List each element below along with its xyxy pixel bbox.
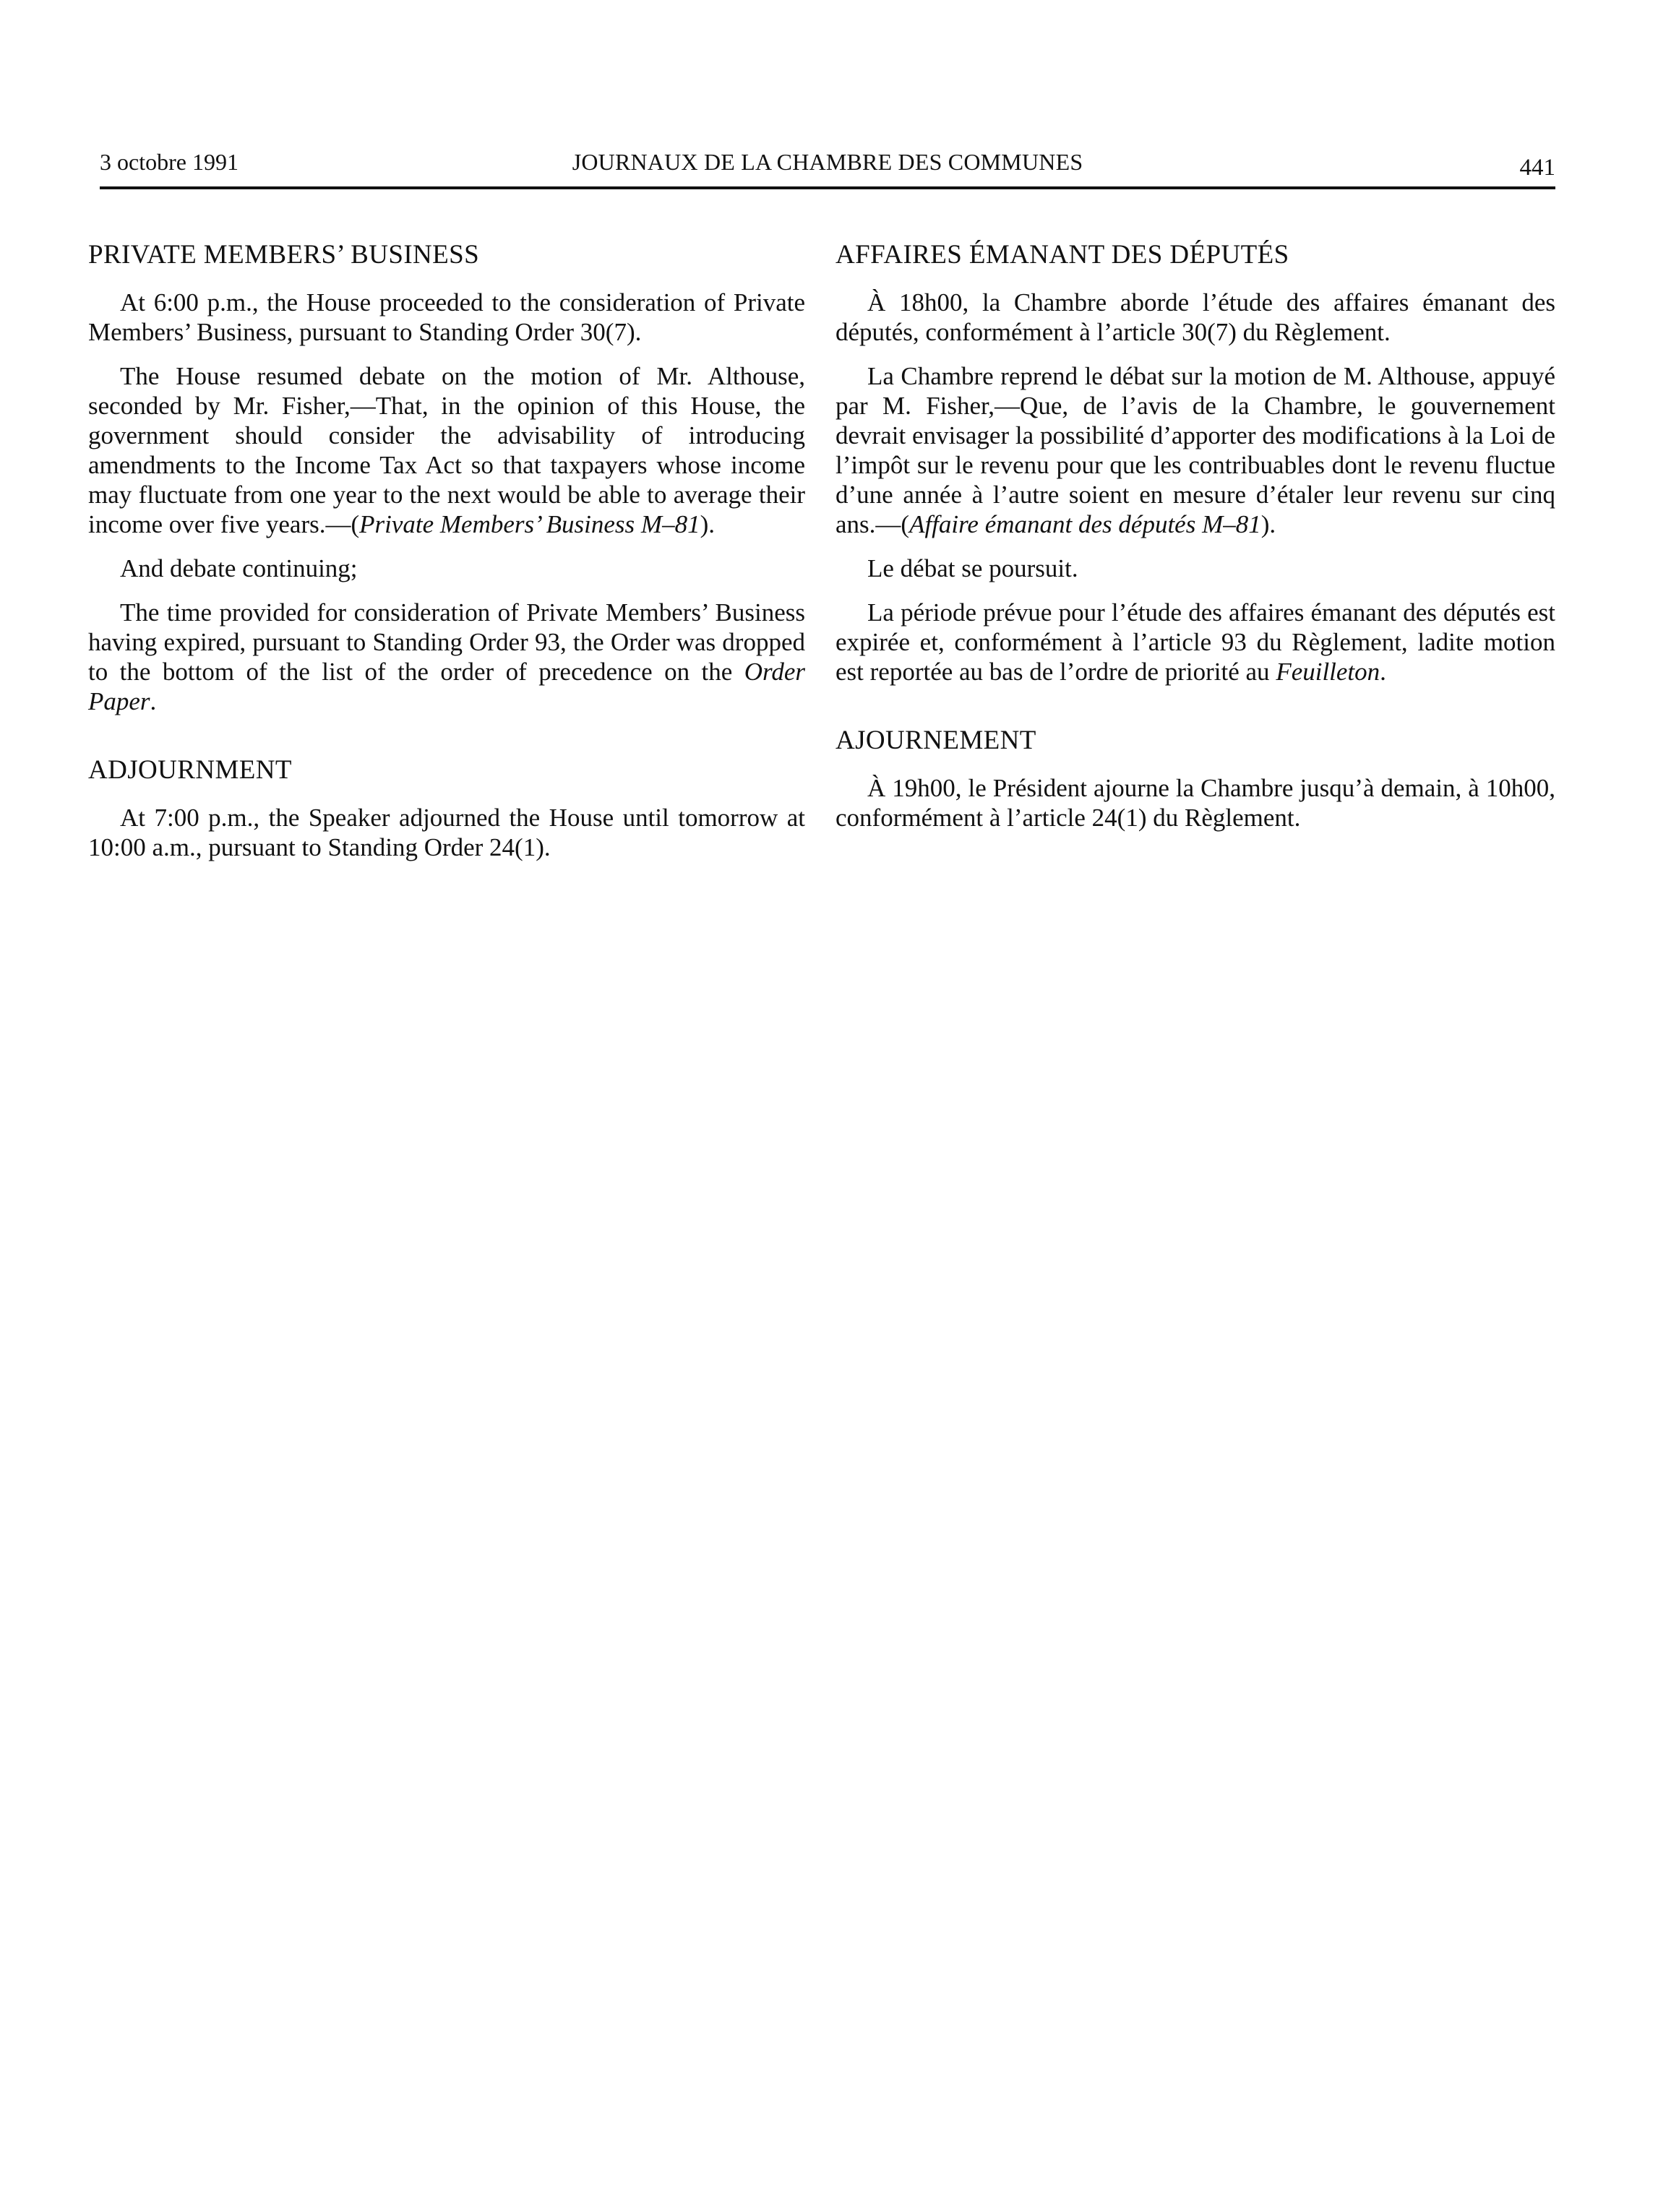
paragraph: À 19h00, le Président ajourne la Chambre jusqu’à demain, à 10h00, conformément à l’article 24(1) du Règlement. (836, 774, 1555, 832)
adjournment-section (88, 754, 805, 862)
expiry-text: La période prévue pour l’étude des affaires émanant des députés est expirée et, conformément à l’article 93 du Règlement, ladite motion est reportée au bas de l’ordre de priorité au (836, 598, 1555, 686)
page-header (100, 146, 1555, 189)
order-paper-reference: Order Paper (88, 658, 805, 715)
motion-close: ). (1260, 510, 1276, 538)
paragraph: À 18h00, la Chambre aborde l’étude des affaires émanant des députés, conformément à l’article 30(7) du Règlement. (836, 288, 1555, 346)
motion-text: La Chambre reprend le débat sur la motion de M. Althouse, appuyé par M. Fisher,—Que, de l’avis de la Chambre, le gouvernement devrait envisager la possibilité d’apporter des modifications à la Loi de l’impôt sur le revenu pour que les contribuables dont le revenu fluctue d’une année à l’autre soient en mesure d’étaler leur revenu sur cinq ans.—( (836, 362, 1555, 538)
motion-reference: Affaire émanant des députés M–81 (909, 510, 1261, 538)
english-column (88, 238, 805, 862)
page-number: 441 (1519, 155, 1555, 181)
header-date: 3 octobre 1991 (100, 149, 239, 175)
expiry-paragraph (88, 598, 805, 716)
feuilleton-reference: Feuilleton (1276, 658, 1380, 686)
french-column (836, 238, 1555, 832)
expiry-text: The time provided for consideration of Private Members’ Business having expired, pursuant to Standing Order 93, the Order was dropped to the bottom of the list of the order of precedence on the (88, 598, 805, 686)
expiry-close: . (1380, 658, 1386, 686)
section-heading: AFFAIRES ÉMANANT DES DÉPUTÉS (836, 240, 1289, 270)
section-heading: PRIVATE MEMBERS’ BUSINESS (88, 240, 480, 270)
private-members-business-section (88, 238, 805, 716)
motion-paragraph (88, 361, 805, 539)
motion-text: The House resumed debate on the motion of Mr. Althouse, seconded by Mr. Fisher,—That, in the opinion of this House, the government should consider the advisability of introducing amendments to the Income Tax Act so that taxpayers whose income may fluctuate from one year to the next would be able to average their income over five years.—( (88, 362, 805, 538)
journal-title: JOURNAUX DE LA CHAMBRE DES COMMUNES (572, 149, 1083, 175)
paragraph: At 7:00 p.m., the Speaker adjourned the House until tomorrow at 10:00 a.m., pursuant to Standing Order 24(1). (88, 804, 805, 861)
paragraph: Le débat se poursuit. (867, 554, 1078, 582)
paragraph: And debate continuing; (120, 554, 358, 582)
section-heading: AJOURNEMENT (836, 726, 1036, 755)
motion-paragraph (836, 361, 1555, 539)
affaires-emanant-section (836, 238, 1555, 687)
section-heading: ADJOURNMENT (88, 755, 292, 785)
paragraph: At 6:00 p.m., the House proceeded to the consideration of Private Members’ Business, pursuant to Standing Order 30(7). (88, 288, 805, 346)
motion-close: ). (700, 510, 715, 538)
expiry-paragraph (836, 598, 1555, 687)
expiry-close: . (150, 687, 157, 715)
ajournement-section (836, 724, 1555, 832)
motion-reference: Private Members’ Business M–81 (359, 510, 700, 538)
